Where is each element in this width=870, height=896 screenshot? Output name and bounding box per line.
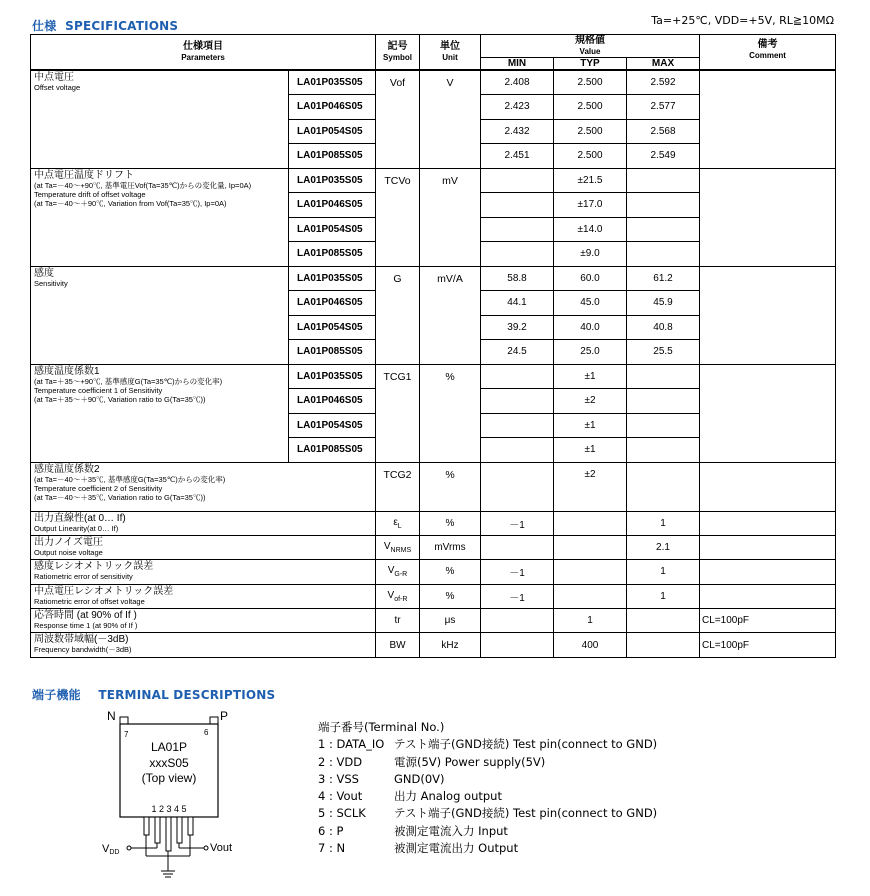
max-cell bbox=[627, 217, 700, 242]
typ-cell bbox=[554, 584, 627, 608]
parameter-name-en: (at Ta=－40～＋35℃, 基準感度G(Ta=35℃)からの変化率) bbox=[34, 474, 226, 484]
parameter-name-en: Temperature coefficient 2 of Sensitivity bbox=[34, 483, 163, 493]
parameter-name-en: Sensitivity bbox=[34, 278, 68, 288]
terminal-desc: 出力 Analog output bbox=[394, 789, 502, 804]
max-cell: 2.592 bbox=[627, 70, 700, 95]
max-cell bbox=[627, 168, 700, 193]
parameter-name-jp: 出力直線性(at 0… If) bbox=[34, 512, 126, 524]
symbol-subscript: NRMS bbox=[390, 547, 412, 555]
terminal-item bbox=[318, 788, 657, 805]
unit-cell: % bbox=[420, 511, 481, 535]
comment-cell bbox=[700, 560, 836, 584]
typ-cell: ±14.0 bbox=[554, 217, 627, 242]
model-cell: LA01P085S05 bbox=[289, 144, 376, 169]
typ-cell: 400 bbox=[554, 633, 627, 657]
model-cell: LA01P035S05 bbox=[289, 168, 376, 193]
typ-cell: ±17.0 bbox=[554, 193, 627, 218]
comment-cell bbox=[700, 535, 836, 559]
unit-cell: mV bbox=[420, 168, 481, 266]
comment-cell: CL=100pF bbox=[700, 633, 836, 657]
parameter-name bbox=[31, 633, 376, 657]
symbol-cell: TCVo bbox=[376, 168, 420, 266]
parameter-name-jp: 応答時間 (at 90% of If ) bbox=[34, 610, 137, 622]
min-cell bbox=[481, 193, 554, 218]
max-cell: 1 bbox=[627, 560, 700, 584]
min-cell bbox=[481, 633, 554, 657]
parameter-name-jp: 感度温度係数1 bbox=[34, 365, 100, 377]
typ-cell: 60.0 bbox=[554, 266, 627, 291]
min-cell: 39.2 bbox=[481, 315, 554, 340]
terminal-id: 2 : VDD bbox=[318, 754, 363, 769]
max-cell: 2.568 bbox=[627, 119, 700, 144]
typ-cell: ±2 bbox=[554, 462, 627, 511]
symbol-cell bbox=[376, 584, 420, 608]
symbol-subscript: of-R bbox=[394, 595, 408, 603]
unit-cell: % bbox=[420, 462, 481, 511]
comment-cell bbox=[700, 266, 836, 364]
package-line3: (Top view) bbox=[141, 771, 197, 785]
model-cell: LA01P046S05 bbox=[289, 291, 376, 316]
comment-cell: CL=100pF bbox=[700, 609, 836, 633]
terminal-item bbox=[318, 840, 657, 857]
max-cell bbox=[627, 389, 700, 414]
typ-cell bbox=[554, 511, 627, 535]
symbol-subscript: G-R bbox=[394, 571, 408, 579]
parameter-name-en: Temperature coefficient 1 of Sensitivity bbox=[34, 385, 163, 395]
parameter-name bbox=[31, 560, 376, 584]
vdd-label: VDD bbox=[102, 843, 120, 856]
parameter-name bbox=[31, 511, 376, 535]
typ-cell: 1 bbox=[554, 609, 627, 633]
table-row bbox=[31, 168, 836, 193]
terminal-title-en: TERMINAL DESCRIPTIONS bbox=[98, 688, 276, 702]
min-cell: －1 bbox=[481, 584, 554, 608]
typ-cell: ±1 bbox=[554, 438, 627, 463]
min-cell bbox=[481, 462, 554, 511]
symbol-cell bbox=[376, 633, 420, 657]
parameter-name-en: (at Ta=－40～＋90℃, Variation from Vof(Ta=35℃), Ip=0A) bbox=[34, 198, 227, 208]
terminal-id: 1 : DATA_IO bbox=[318, 737, 385, 752]
symbol-text: tr bbox=[394, 615, 401, 627]
unit-cell: mVrms bbox=[420, 535, 481, 559]
spec-title-jp: 仕様 bbox=[32, 19, 57, 33]
table-row bbox=[31, 364, 836, 389]
typ-cell: ±1 bbox=[554, 413, 627, 438]
symbol-cell: G bbox=[376, 266, 420, 364]
parameter-name bbox=[31, 609, 376, 633]
parameter-name bbox=[31, 168, 289, 266]
unit-cell: V bbox=[420, 70, 481, 168]
min-cell: 44.1 bbox=[481, 291, 554, 316]
max-cell: 2.549 bbox=[627, 144, 700, 169]
typ-cell: ±21.5 bbox=[554, 168, 627, 193]
parameter-name-en: Frequency bandwidth(－3dB) bbox=[34, 645, 132, 655]
terminal-desc: 被測定電流出力 Output bbox=[394, 841, 519, 856]
symbol-text: V bbox=[387, 589, 395, 601]
pin7-label: 7 bbox=[124, 730, 129, 739]
comment-cell bbox=[700, 584, 836, 608]
parameter-name-en: Ratiometric error of sensitivity bbox=[34, 572, 133, 582]
header-parameters: 仕様項目 Parameters bbox=[31, 35, 376, 71]
max-cell: 1 bbox=[627, 511, 700, 535]
terminal-id: 7 : N bbox=[318, 841, 346, 856]
model-cell: LA01P085S05 bbox=[289, 438, 376, 463]
symbol-text: ε bbox=[393, 516, 398, 528]
min-cell: 2.432 bbox=[481, 119, 554, 144]
model-cell: LA01P046S05 bbox=[289, 95, 376, 120]
comment-cell bbox=[700, 462, 836, 511]
parameter-name-jp: 周波数帯域幅(－3dB) bbox=[34, 634, 129, 646]
max-cell: 1 bbox=[627, 584, 700, 608]
comment-cell bbox=[700, 364, 836, 462]
parameter-name-en: Ratiometric error of offset voltage bbox=[34, 596, 145, 606]
parameter-name bbox=[31, 266, 289, 364]
max-cell bbox=[627, 633, 700, 657]
min-cell bbox=[481, 438, 554, 463]
model-cell: LA01P035S05 bbox=[289, 364, 376, 389]
parameter-name-jp: 中点電圧 bbox=[34, 72, 74, 83]
header-comment: 備考 Comment bbox=[700, 35, 836, 71]
parameter-name-jp: 中点電圧レシオメトリック誤差 bbox=[34, 585, 174, 597]
terminal-item bbox=[318, 754, 657, 771]
table-row bbox=[31, 560, 836, 584]
typ-cell bbox=[554, 535, 627, 559]
terminal-desc: 被測定電流入力 Input bbox=[394, 823, 508, 838]
pin-numbers: 1 2 3 4 5 bbox=[151, 804, 187, 814]
table-row bbox=[31, 535, 836, 559]
comment-cell bbox=[700, 511, 836, 535]
parameter-name bbox=[31, 462, 376, 511]
header-typ: TYP bbox=[554, 58, 627, 71]
min-cell bbox=[481, 242, 554, 267]
max-cell: 2.1 bbox=[627, 535, 700, 559]
label-n: N bbox=[107, 709, 116, 723]
symbol-cell: TCG2 bbox=[376, 462, 420, 511]
max-cell bbox=[627, 462, 700, 511]
symbol-cell bbox=[376, 511, 420, 535]
parameter-name bbox=[31, 70, 289, 168]
terminal-section-title bbox=[32, 686, 275, 703]
unit-cell: μs bbox=[420, 609, 481, 633]
label-p: P bbox=[220, 709, 229, 723]
typ-cell: 2.500 bbox=[554, 70, 627, 95]
parameter-name-en: (at Ta=－40～＋35℃, Variation ratio to G(Ta=35℃)) bbox=[34, 492, 206, 502]
min-cell: 2.451 bbox=[481, 144, 554, 169]
terminal-item bbox=[318, 805, 657, 822]
max-cell bbox=[627, 438, 700, 463]
model-cell: LA01P085S05 bbox=[289, 242, 376, 267]
max-cell: 45.9 bbox=[627, 291, 700, 316]
max-cell: 61.2 bbox=[627, 266, 700, 291]
max-cell: 25.5 bbox=[627, 340, 700, 365]
symbol-cell: Vof bbox=[376, 70, 420, 168]
terminal-id: 4 : Vout bbox=[318, 789, 363, 804]
comment-cell bbox=[700, 70, 836, 168]
model-cell: LA01P035S05 bbox=[289, 266, 376, 291]
max-cell bbox=[627, 193, 700, 218]
header-value: 規格値 Value bbox=[481, 35, 700, 58]
model-cell: LA01P054S05 bbox=[289, 315, 376, 340]
max-cell bbox=[627, 242, 700, 267]
min-cell: －1 bbox=[481, 560, 554, 584]
symbol-subscript: L bbox=[397, 522, 402, 530]
table-row bbox=[31, 511, 836, 535]
terminal-title-jp: 端子機能 bbox=[32, 688, 81, 702]
package-line2: xxxS05 bbox=[149, 756, 189, 770]
spec-table bbox=[30, 34, 836, 658]
max-cell: 2.577 bbox=[627, 95, 700, 120]
typ-cell: 2.500 bbox=[554, 144, 627, 169]
spec-title-en: SPECIFICATIONS bbox=[65, 19, 179, 33]
parameter-name-en: Output noise voltage bbox=[34, 547, 103, 557]
pins bbox=[144, 817, 193, 851]
min-cell: －1 bbox=[481, 511, 554, 535]
min-cell bbox=[481, 609, 554, 633]
typ-cell: 2.500 bbox=[554, 95, 627, 120]
vout-label: Vout bbox=[210, 842, 233, 854]
min-cell bbox=[481, 535, 554, 559]
min-cell bbox=[481, 389, 554, 414]
parameter-name-en: (at Ta=－40～+90℃, 基準電圧Vof(Ta=35℃)からの変化量, Ip=0A) bbox=[34, 180, 252, 190]
table-row bbox=[31, 266, 836, 291]
table-row bbox=[31, 584, 836, 608]
min-cell bbox=[481, 217, 554, 242]
symbol-text: V bbox=[383, 541, 391, 553]
terminal-id: 5 : SCLK bbox=[318, 806, 366, 821]
model-cell: LA01P054S05 bbox=[289, 413, 376, 438]
symbol-text: BW bbox=[389, 639, 406, 651]
parameter-name-jp: 感度温度係数2 bbox=[34, 463, 100, 475]
model-cell: LA01P085S05 bbox=[289, 340, 376, 365]
unit-cell: % bbox=[420, 584, 481, 608]
package-diagram bbox=[100, 706, 260, 886]
symbol-cell bbox=[376, 535, 420, 559]
header-min: MIN bbox=[481, 58, 554, 71]
model-cell: LA01P046S05 bbox=[289, 389, 376, 414]
min-cell: 24.5 bbox=[481, 340, 554, 365]
typ-cell: 45.0 bbox=[554, 291, 627, 316]
max-cell bbox=[627, 413, 700, 438]
table-row bbox=[31, 462, 836, 511]
table-row bbox=[31, 609, 836, 633]
min-cell bbox=[481, 364, 554, 389]
terminal-item bbox=[318, 771, 657, 788]
terminal-desc: 電源(5V) Power supply(5V) bbox=[394, 754, 546, 769]
symbol-text: V bbox=[387, 565, 395, 577]
typ-cell: 25.0 bbox=[554, 340, 627, 365]
parameter-name-en: Offset voltage bbox=[34, 83, 81, 92]
typ-cell: ±9.0 bbox=[554, 242, 627, 267]
max-cell bbox=[627, 609, 700, 633]
parameter-name-en: Output Linearity(at 0… If) bbox=[34, 523, 119, 533]
terminal-desc: テスト端子(GND接続) Test pin(connect to GND) bbox=[394, 737, 658, 752]
typ-cell: ±1 bbox=[554, 364, 627, 389]
max-cell: 40.8 bbox=[627, 315, 700, 340]
unit-cell: mV/A bbox=[420, 266, 481, 364]
parameter-name bbox=[31, 535, 376, 559]
terminal-list-header: 端子番号(Terminal No.) bbox=[318, 720, 445, 734]
table-row bbox=[31, 633, 836, 657]
parameter-name-en: Temperature drift of offset voltage bbox=[34, 189, 146, 199]
model-cell: LA01P054S05 bbox=[289, 217, 376, 242]
symbol-cell bbox=[376, 609, 420, 633]
comment-cell bbox=[700, 168, 836, 266]
min-cell: 58.8 bbox=[481, 266, 554, 291]
terminal-desc: テスト端子(GND接続) Test pin(connect to GND) bbox=[394, 806, 658, 821]
model-cell: LA01P046S05 bbox=[289, 193, 376, 218]
terminal-desc: GND(0V) bbox=[394, 771, 445, 786]
terminal-list bbox=[318, 719, 657, 857]
test-conditions: Ta=+25℃, VDD=+5V, RL≧10MΩ bbox=[651, 14, 834, 27]
unit-cell: kHz bbox=[420, 633, 481, 657]
min-cell: 2.408 bbox=[481, 70, 554, 95]
model-cell: LA01P054S05 bbox=[289, 119, 376, 144]
typ-cell: 2.500 bbox=[554, 119, 627, 144]
unit-cell: % bbox=[420, 364, 481, 462]
min-cell: 2.423 bbox=[481, 95, 554, 120]
spec-section-title bbox=[32, 17, 178, 34]
parameter-name-jp: 感度レシオメトリック誤差 bbox=[34, 561, 154, 573]
parameter-name-en: (at Ta=＋35～＋90℃, Variation ratio to G(Ta=35℃)) bbox=[34, 394, 206, 404]
terminal-item bbox=[318, 736, 657, 753]
header-unit: 単位 Unit bbox=[420, 35, 481, 71]
parameter-name bbox=[31, 584, 376, 608]
max-cell bbox=[627, 364, 700, 389]
parameter-name-jp: 出力ノイズ電圧 bbox=[34, 536, 103, 548]
terminal-id: 6 : P bbox=[318, 823, 344, 838]
symbol-cell: TCG1 bbox=[376, 364, 420, 462]
typ-cell: 40.0 bbox=[554, 315, 627, 340]
spec-table-body bbox=[31, 70, 836, 657]
unit-cell: % bbox=[420, 560, 481, 584]
model-cell: LA01P035S05 bbox=[289, 70, 376, 95]
typ-cell: ±2 bbox=[554, 389, 627, 414]
min-cell bbox=[481, 413, 554, 438]
min-cell bbox=[481, 168, 554, 193]
terminal-id: 3 : VSS bbox=[318, 771, 359, 786]
table-row bbox=[31, 70, 836, 95]
symbol-cell bbox=[376, 560, 420, 584]
terminal-item bbox=[318, 823, 657, 840]
pin6-label: 6 bbox=[204, 728, 209, 737]
parameter-name-jp: 感度 bbox=[34, 267, 54, 279]
parameter-name-en: (at Ta=＋35～+90℃, 基準感度G(Ta=35℃)からの変化率) bbox=[34, 376, 223, 386]
header-max: MAX bbox=[627, 58, 700, 71]
header-symbol: 記号 Symbol bbox=[376, 35, 420, 71]
typ-cell bbox=[554, 560, 627, 584]
parameter-name-en: Response time 1 (at 90% of If ) bbox=[34, 621, 138, 631]
package-line1: LA01P bbox=[150, 740, 188, 754]
parameter-name bbox=[31, 364, 289, 462]
parameter-name-jp: 中点電圧温度ドリフト bbox=[34, 169, 134, 181]
